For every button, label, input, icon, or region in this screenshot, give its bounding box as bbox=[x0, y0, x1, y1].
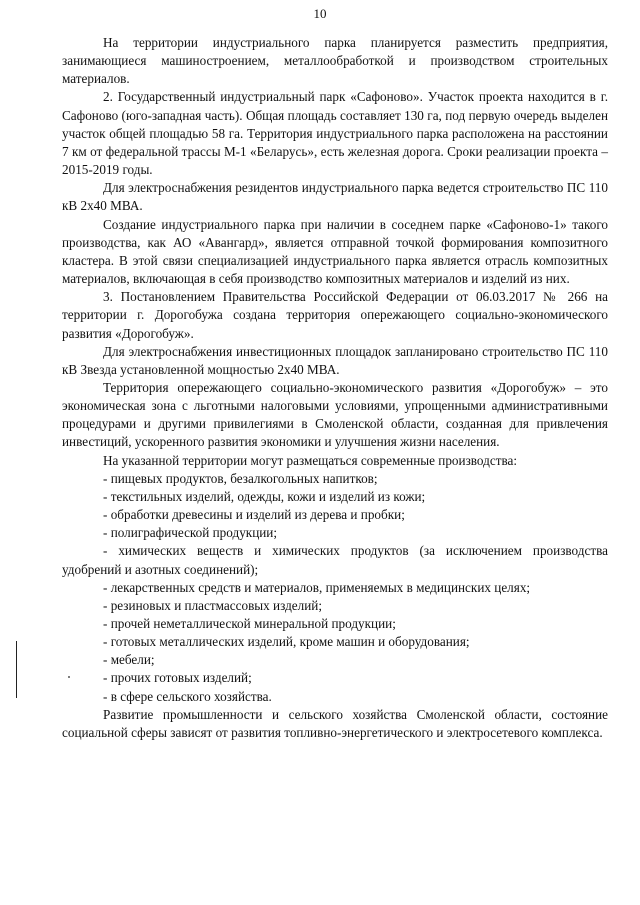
margin-mark bbox=[16, 641, 17, 698]
list-item: - текстильных изделий, одежды, кожи и изделий из кожи; bbox=[103, 488, 426, 504]
paragraph: Для электроснабжения инвестиционных площадок запланировано строительство ПС 110 кВ Звезда установленной мощностью 2х40 МВА. bbox=[62, 343, 608, 377]
paragraph: На указанной территории могут размещаться современные производства: bbox=[103, 452, 518, 468]
paragraph: 2. Государственный индустриальный парк «Сафоново». Участок проекта находится в г. Сафоново (юго-западная часть). Общая площадь составляет 130 га, под первую очередь выделен участок общей площадью 58 га. Территория индустриального парка расположена на расстоянии 7 км от федеральной трассы М-1 «Беларусь», есть железная дорога. Сроки реализации проекта – 2015-2019 годы. bbox=[62, 89, 608, 178]
paragraph: Территория опережающего социально-экономического развития «Дорогобуж» – это экономическая зона с льготными налоговыми условиями, упрощенными административными процедурами и другими привилегиями в Смоленской области, созданная для привлечения инвестиций, ускоренного развития экономики и улучшения жизни населения. bbox=[62, 379, 608, 450]
list-item: - прочей неметаллической минеральной продукции; bbox=[103, 616, 396, 631]
document-body bbox=[62, 34, 608, 742]
paragraph: На территории индустриального парка планируется разместить предприятия, занимающиеся машиностроением, металлообработкой и производством строительных материалов. bbox=[62, 35, 608, 87]
list-item: - в сфере сельского хозяйства. bbox=[103, 688, 272, 704]
list-item: - прочих готовых изделий; bbox=[103, 670, 252, 686]
closing-paragraph: Развитие промышленности и сельского хозяйства Смоленской области, состояние социальной сферы зависят от развития топливно-энергетического и электросетевого комплекса. bbox=[62, 706, 608, 740]
scan-speck bbox=[68, 676, 70, 678]
paragraph: 3. Постановлением Правительства Российской Федерации от 06.03.2017 № 266 на территории г. Дорогобужа создана территория опережающего социально-экономического развития «Дорогобуж». bbox=[62, 289, 608, 341]
list-item: - резиновых и пластмассовых изделий; bbox=[103, 597, 322, 613]
list-item: - химических веществ и химических продуктов (за исключением производства удобрений и азотных соединений); bbox=[62, 543, 608, 577]
list-item: - готовых металлических изделий, кроме машин и оборудования; bbox=[103, 634, 470, 650]
paragraph: Для электроснабжения резидентов индустриального парка ведется строительство ПС 110 кВ 2х40 МВА. bbox=[62, 180, 608, 214]
list-item: - обработки древесины и изделий из дерева и пробки; bbox=[103, 507, 405, 523]
list-item: - мебели; bbox=[103, 652, 155, 668]
page-number: 10 bbox=[313, 6, 327, 21]
list-item: - полиграфической продукции; bbox=[103, 525, 278, 541]
paragraph: Создание индустриального парка при наличии в соседнем парке «Сафоново-1» такого производства, как АО «Авангард», является отправной точкой формирования композитного кластера. В этой связи специализацией индустриального парка является отрасль композитных материалов, включающая в себя производство композитных материалов и изделий из них. bbox=[62, 216, 608, 287]
list-item: - лекарственных средств и материалов, применяемых в медицинских целях; bbox=[103, 579, 531, 595]
list-item: - пищевых продуктов, безалкогольных напитков; bbox=[103, 470, 378, 486]
